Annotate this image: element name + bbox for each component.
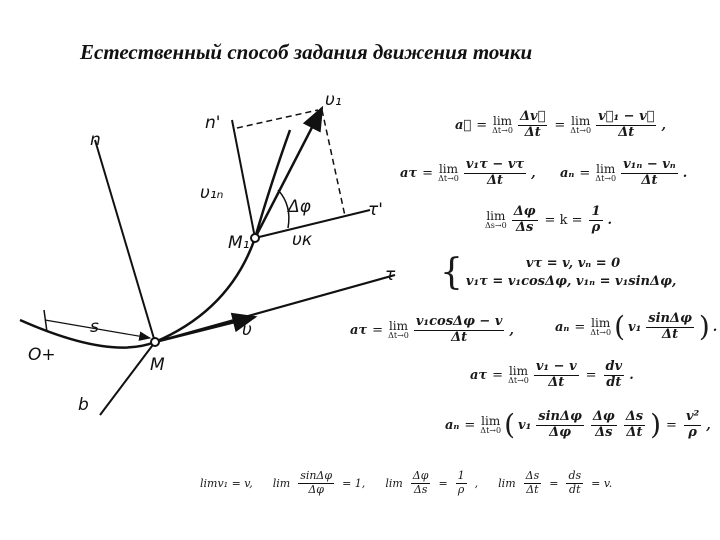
- projection-dash-2: [322, 110, 345, 216]
- formula-curvature: lim Δs→0 $\frac{\Delta\varphi}{\Delta s}$ = k = $\frac{1}{\rho}$ .: [485, 204, 613, 235]
- formula-limits-row: limv₁ = v, lim $\frac{\sin\Delta\varphi}{\Delta\varphi}$ = 1, lim $\frac{\Delta\varphi}{\Delta s}$ = $\frac{1}{\rho}$ , lim $\frac{\Delta s}{\Delta t}$ = $\frac{ds}{dt}$ = v.: [200, 469, 613, 496]
- label-s: s: [90, 317, 99, 337]
- tangent-axis-tau-prime: [255, 210, 370, 238]
- formula-tangential-derivative: aτ = lim Δt→0 $\frac{\text{v₁ − v}}{\Delta t}$ = $\frac{dv}{dt}$ .: [470, 359, 634, 390]
- point-M: [151, 338, 159, 346]
- label-n: n: [90, 130, 101, 150]
- projection-dash-1: [237, 110, 318, 128]
- formula-normal-limit: aₙ = lim Δt→0 $\frac{\text{v₁ₙ − vₙ}}{\Delta t}$ .: [560, 157, 688, 188]
- velocity-vector-v: [155, 317, 255, 342]
- label-v: υ: [242, 320, 252, 340]
- formula-tangential-cos: aτ = lim Δt→0 $\frac{\text{v₁cosΔφ − v}}{\Delta t}$ ,: [350, 314, 514, 345]
- natural-coordinates-diagram: [0, 70, 420, 430]
- binormal-axis-b: [100, 342, 155, 415]
- formula-normal-result: aₙ = lim Δt→0 ( v₁ $\frac{\sin\Delta\varphi}{\Delta\varphi}$ $\frac{\Delta\varphi}{\Delta s}$ $\frac{\Delta s}{\Delta t}$ ) = $\frac{\text{v²}}{\rho}$ ,: [445, 408, 711, 442]
- label-dphi: Δφ: [288, 197, 311, 217]
- label-tau: τ: [385, 265, 396, 285]
- label-origin: O+: [28, 345, 56, 365]
- formula-normal-sin: aₙ = lim Δt→0 ( v₁ $\frac{\sin\Delta\varphi}{\Delta t}$ ) .: [555, 310, 718, 344]
- formula-tangential-limit: aτ = lim Δt→0 $\frac{\text{v₁τ − vτ}}{\Delta t}$ ,: [400, 157, 536, 188]
- label-M1: M₁: [228, 233, 250, 253]
- label-v1n: υ₁ₙ: [200, 183, 224, 203]
- label-tau-prime: τ': [368, 200, 383, 220]
- label-vk: υк: [292, 230, 313, 250]
- label-n-prime: n': [205, 113, 221, 133]
- point-M1: [251, 234, 259, 242]
- label-M: M: [150, 355, 165, 375]
- formula-velocity-projections: { vτ = v, vₙ = 0 v₁τ = v₁cosΔφ, v₁ₙ = v₁sinΔφ,: [440, 252, 677, 293]
- page-title: Естественный способ задания движения точки: [80, 40, 533, 64]
- origin-tick: [44, 310, 47, 332]
- formula-acceleration-vector: a⃗ = lim Δt→0 $\frac{\Delta v⃗}{\Delta t}$ = lim Δt→0 $\frac{\text{v⃗₁ − v⃗}}{\Delta t}$ ,: [455, 109, 666, 140]
- normal-axis-n: [95, 140, 155, 342]
- normal-axis-n-prime: [232, 120, 255, 238]
- label-b: b: [78, 395, 89, 415]
- label-v1: υ₁: [325, 90, 342, 110]
